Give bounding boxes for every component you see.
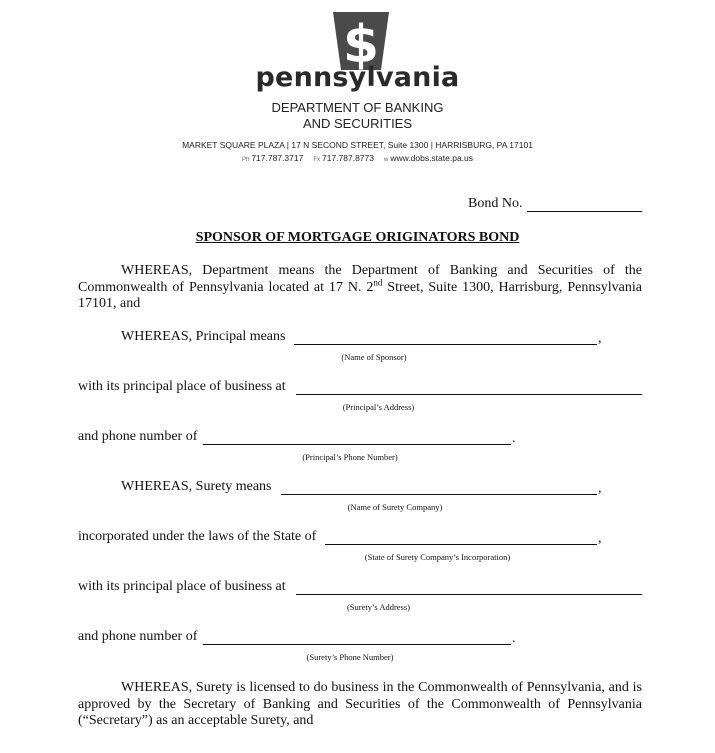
bond-number-field bbox=[468, 196, 522, 212]
principal-phone-caption: (Principal’s Phone Number) bbox=[302, 452, 398, 462]
principal-name-input-line[interactable] bbox=[294, 344, 597, 345]
department-address: MARKET SQUARE PLAZA | 17 N SECOND STREET, Suite 1300 | HARRISBURG, PA 17101 bbox=[182, 140, 533, 150]
surety-state-input-line[interactable] bbox=[325, 544, 597, 545]
logo-wordmark: pennsylvania bbox=[255, 62, 460, 93]
surety-address-input-line[interactable] bbox=[296, 594, 642, 595]
bond-form-page: $ pennsylvania DEPARTMENT OF BANKING AND SECURITIES MARKET SQUARE PLAZA | 17 N SECOND STREET, Suite 1300 | HARRISBURG, PA 17101 Ph 717.787.3717 Fx 717.787.8773 w www.dobs.state.pa.us Bond No. SPONSOR OF MORTGAGE ORIGINATORS BOND WHEREAS, Department means the Department of Banking and Securities of the Commonwealth of Pennsylvania located at 17 N. 2nd Street, Suite 1300, Harrisburg, Pennsylvania 17101, and WHEREAS, Principal means , (Name of Sponsor) with its principal place of business at (Principal’s Address) and phone number of . (Principal’s Phone Number) WHEREAS, Surety means , (Name of Surety Company) incorporated under the laws of the State of , (State of Surety Company’s Incorporation) with its principal place of business at (Surety’s Address) and phone number of . (Surety’s Phone Number) WHEREAS, Surety is licensed to do business in the Commonwealth of Pennsylvania, and is approved by the Secretary of Banking and Securities of the Commonwealth of Pennsylvania (“Secretary”) as an acceptable Surety, and bbox=[0, 0, 715, 753]
surety-state-caption: (State of Surety Company’s Incorporation) bbox=[364, 552, 511, 562]
svg-text:$: $ bbox=[342, 15, 380, 70]
surety-name-label: WHEREAS, Surety means bbox=[121, 479, 272, 494]
fax-prefix: Fx bbox=[313, 157, 320, 163]
phone-number: 717.787.3717 bbox=[251, 153, 304, 163]
document-title: SPONSOR OF MORTGAGE ORIGINATORS BOND bbox=[195, 230, 520, 245]
principal-phone-label: and phone number of bbox=[78, 429, 198, 444]
surety-phone-input-line[interactable] bbox=[203, 644, 511, 645]
surety-address-caption: (Surety’s Address) bbox=[346, 602, 411, 612]
bond-number-input-line[interactable] bbox=[527, 211, 642, 212]
department-name-line1: DEPARTMENT OF BANKING bbox=[271, 100, 444, 115]
web-prefix: w bbox=[383, 157, 389, 163]
principal-name-label: WHEREAS, Principal means bbox=[121, 329, 286, 344]
surety-address-label: with its principal place of business at bbox=[78, 579, 286, 594]
principal-name-caption: (Name of Sponsor) bbox=[341, 352, 407, 362]
bond-number-label: Bond No. bbox=[468, 196, 523, 211]
fax-number: 717.787.8773 bbox=[321, 153, 374, 163]
principal-address-input-line[interactable] bbox=[296, 394, 642, 395]
department-name-line2: AND SECURITIES bbox=[302, 116, 413, 131]
whereas-surety-licensed-paragraph: WHEREAS, Surety is licensed to do business in the Commonwealth of Pennsylvania, and is approved by the Secretary of Banking and Securities of the Commonwealth of Pennsylvania (“Secretary”) as an acceptable Surety, and bbox=[78, 680, 642, 728]
principal-address-caption: (Principal’s Address) bbox=[342, 402, 415, 412]
principal-address-label: with its principal place of business at bbox=[78, 379, 286, 394]
website-link[interactable]: www.dobs.state.pa.us bbox=[390, 153, 474, 163]
principal-phone-input-line[interactable] bbox=[203, 444, 511, 445]
surety-name-input-line[interactable] bbox=[281, 494, 597, 495]
phone-prefix: Ph bbox=[241, 157, 250, 163]
whereas-department-paragraph: WHEREAS, Department means the Department of Banking and Securities of the Commonwealth of Pennsylvania located at 17 N. 2nd Street, Suite 1300, Harrisburg, Pennsylvania 17101, and bbox=[78, 263, 642, 311]
surety-phone-label: and phone number of bbox=[78, 629, 198, 644]
surety-state-label: incorporated under the laws of the State of bbox=[78, 529, 317, 544]
surety-phone-caption: (Surety’s Phone Number) bbox=[306, 652, 394, 662]
contact-line bbox=[0, 153, 715, 163]
surety-name-caption: (Name of Surety Company) bbox=[347, 502, 443, 512]
